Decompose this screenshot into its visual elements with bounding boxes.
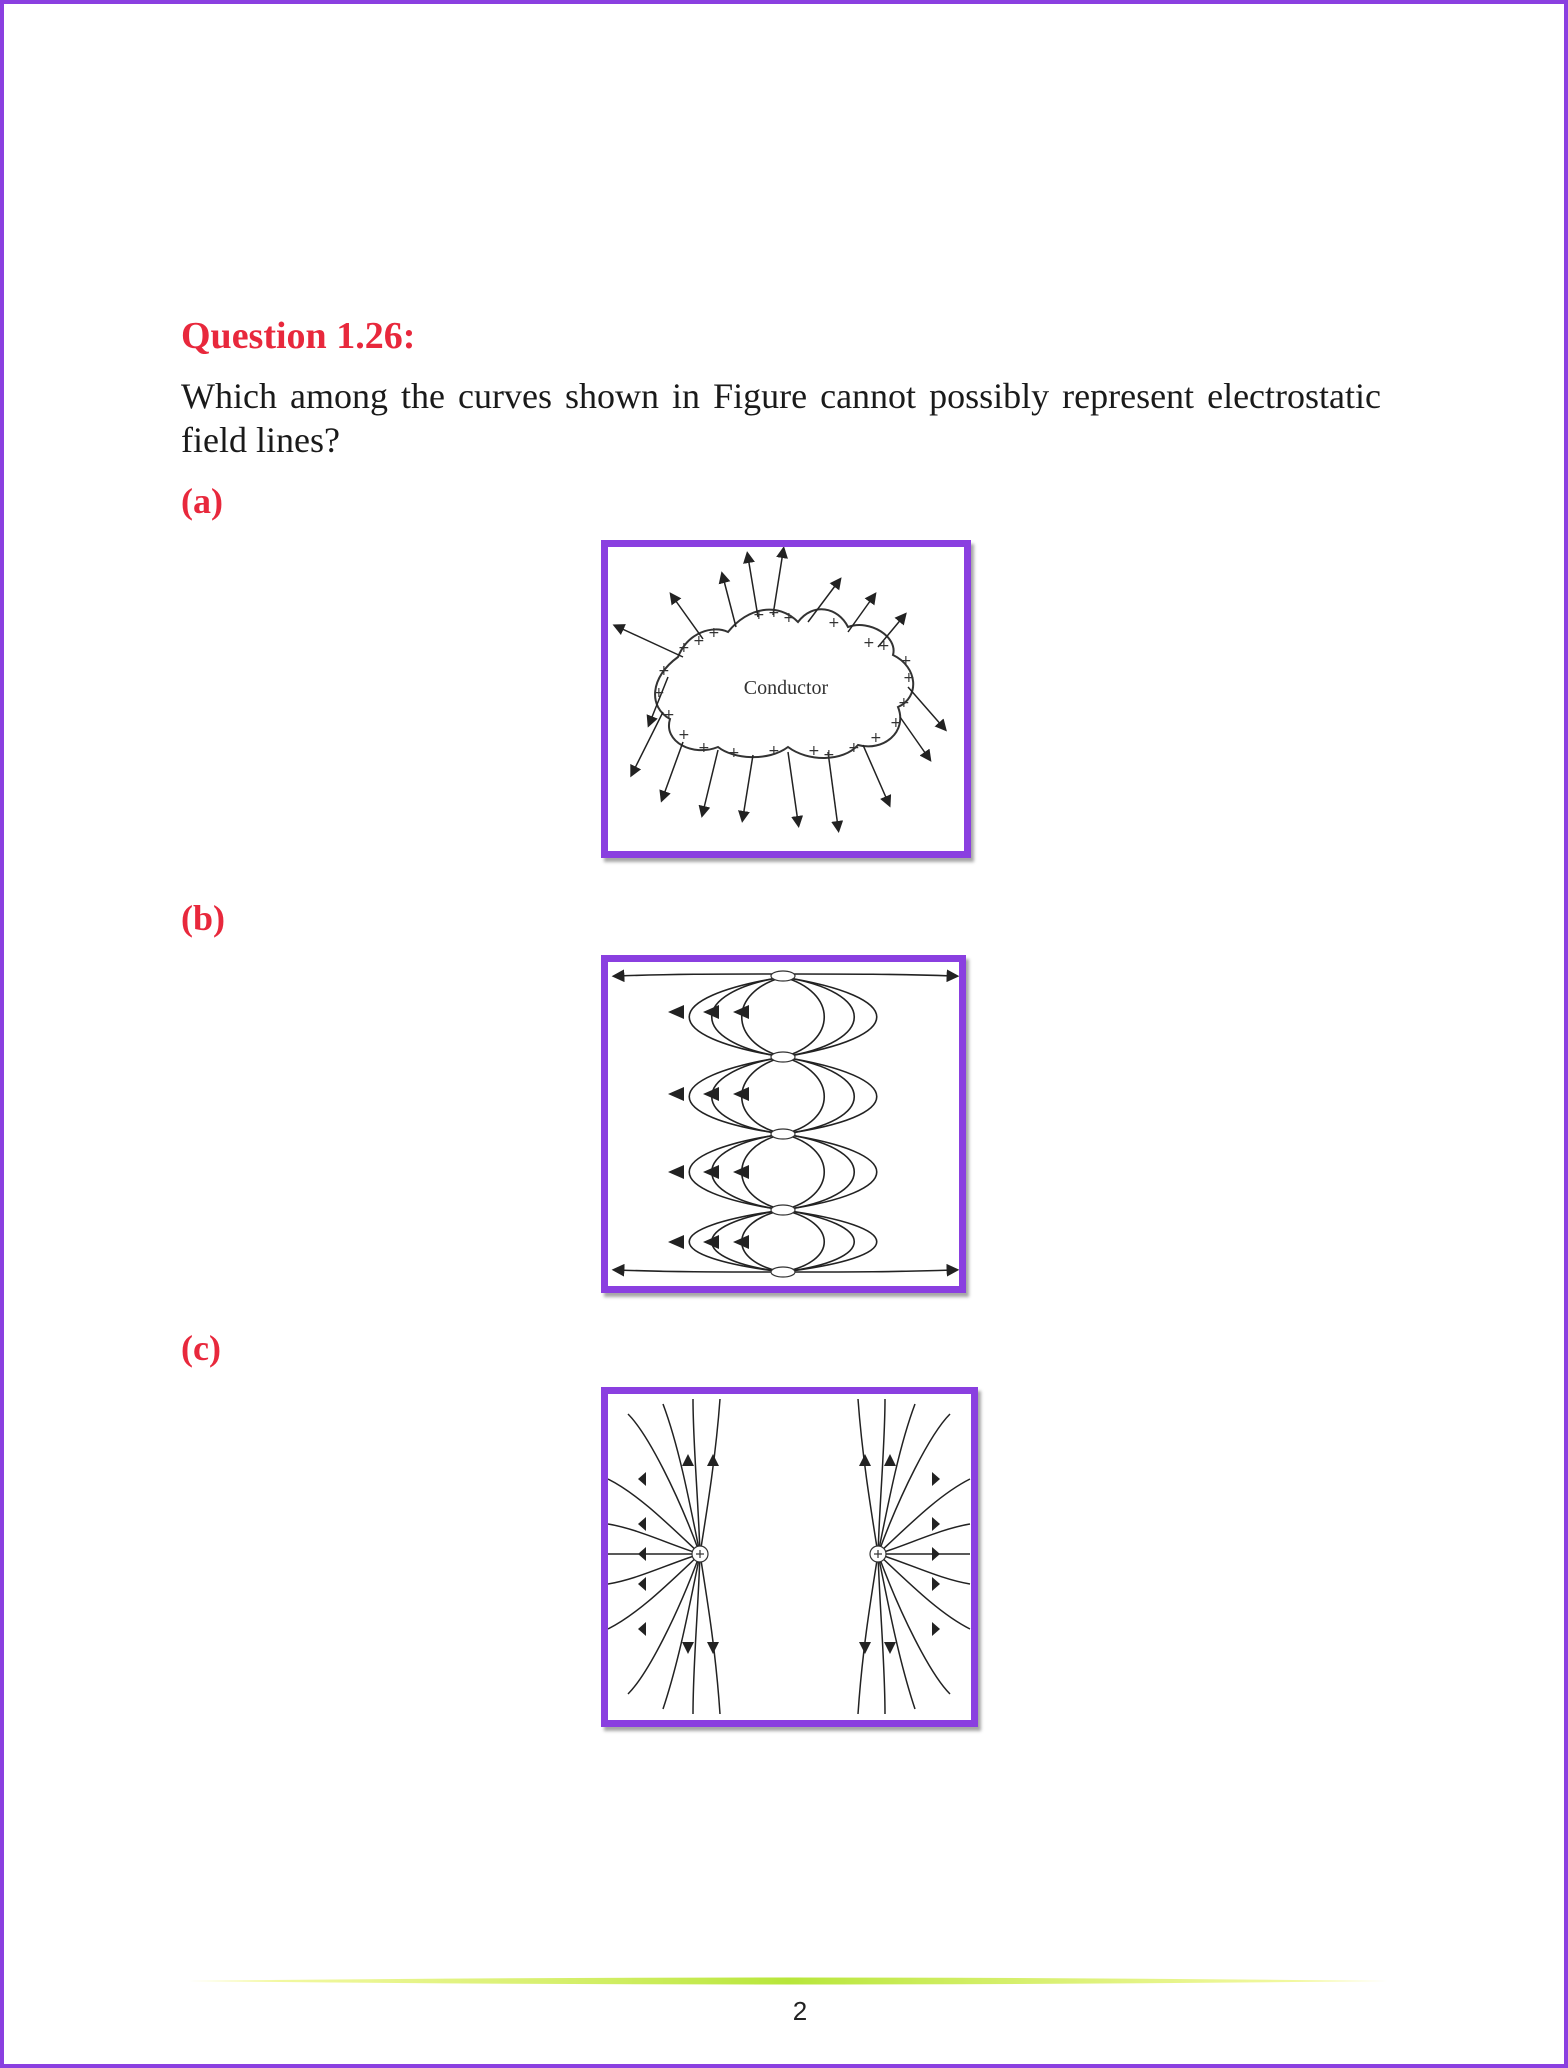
field-lines-b [618,974,953,1272]
svg-text:+: + [728,745,740,761]
svg-text:+: + [863,635,875,651]
svg-text:+: + [783,610,795,626]
svg-text:+: + [828,615,840,631]
figure-b-field-lines [601,955,966,1293]
figure-c-two-charges [601,1387,978,1727]
plus-signs-c [696,1550,882,1558]
question-title: Question 1.26: [181,315,416,357]
option-b-label: (b) [181,898,225,938]
svg-text:+: + [678,727,690,743]
svg-text:+: + [808,743,820,759]
footer-rule [188,1976,1388,1986]
svg-text:+: + [653,685,665,701]
svg-text:+: + [903,670,915,686]
svg-text:+: + [753,607,765,623]
charges-c [692,1546,886,1562]
page-number: 2 [792,1996,808,2026]
svg-text:+: + [898,695,910,711]
option-a-label: (a) [181,481,223,521]
field-lines-c [608,1399,970,1714]
option-c-label: (c) [181,1328,221,1368]
svg-text:+: + [848,740,860,756]
svg-text:+: + [708,625,720,641]
charges-b [771,971,795,1277]
svg-text:+: + [678,640,690,656]
svg-text:+: + [870,730,882,746]
svg-text:+: + [823,747,835,763]
svg-text:+: + [878,638,890,654]
svg-text:+: + [768,605,780,621]
svg-text:+: + [698,740,710,756]
svg-text:+: + [658,663,670,679]
figure-c-svg [608,1394,971,1720]
svg-text:+: + [663,707,675,723]
arrowheads-b [668,1005,749,1249]
figure-a-svg [608,547,964,851]
question-text: Which among the curves shown in Figure cannot possibly represent electrostatic field lines? [181,376,1381,460]
figure-a-conductor [601,540,971,858]
svg-text:+: + [768,743,780,759]
svg-text:+: + [693,633,705,649]
svg-text:+: + [890,715,902,731]
conductor-label: Conductor [743,677,829,699]
svg-text:+: + [900,653,912,669]
figure-b-svg [608,962,959,1286]
